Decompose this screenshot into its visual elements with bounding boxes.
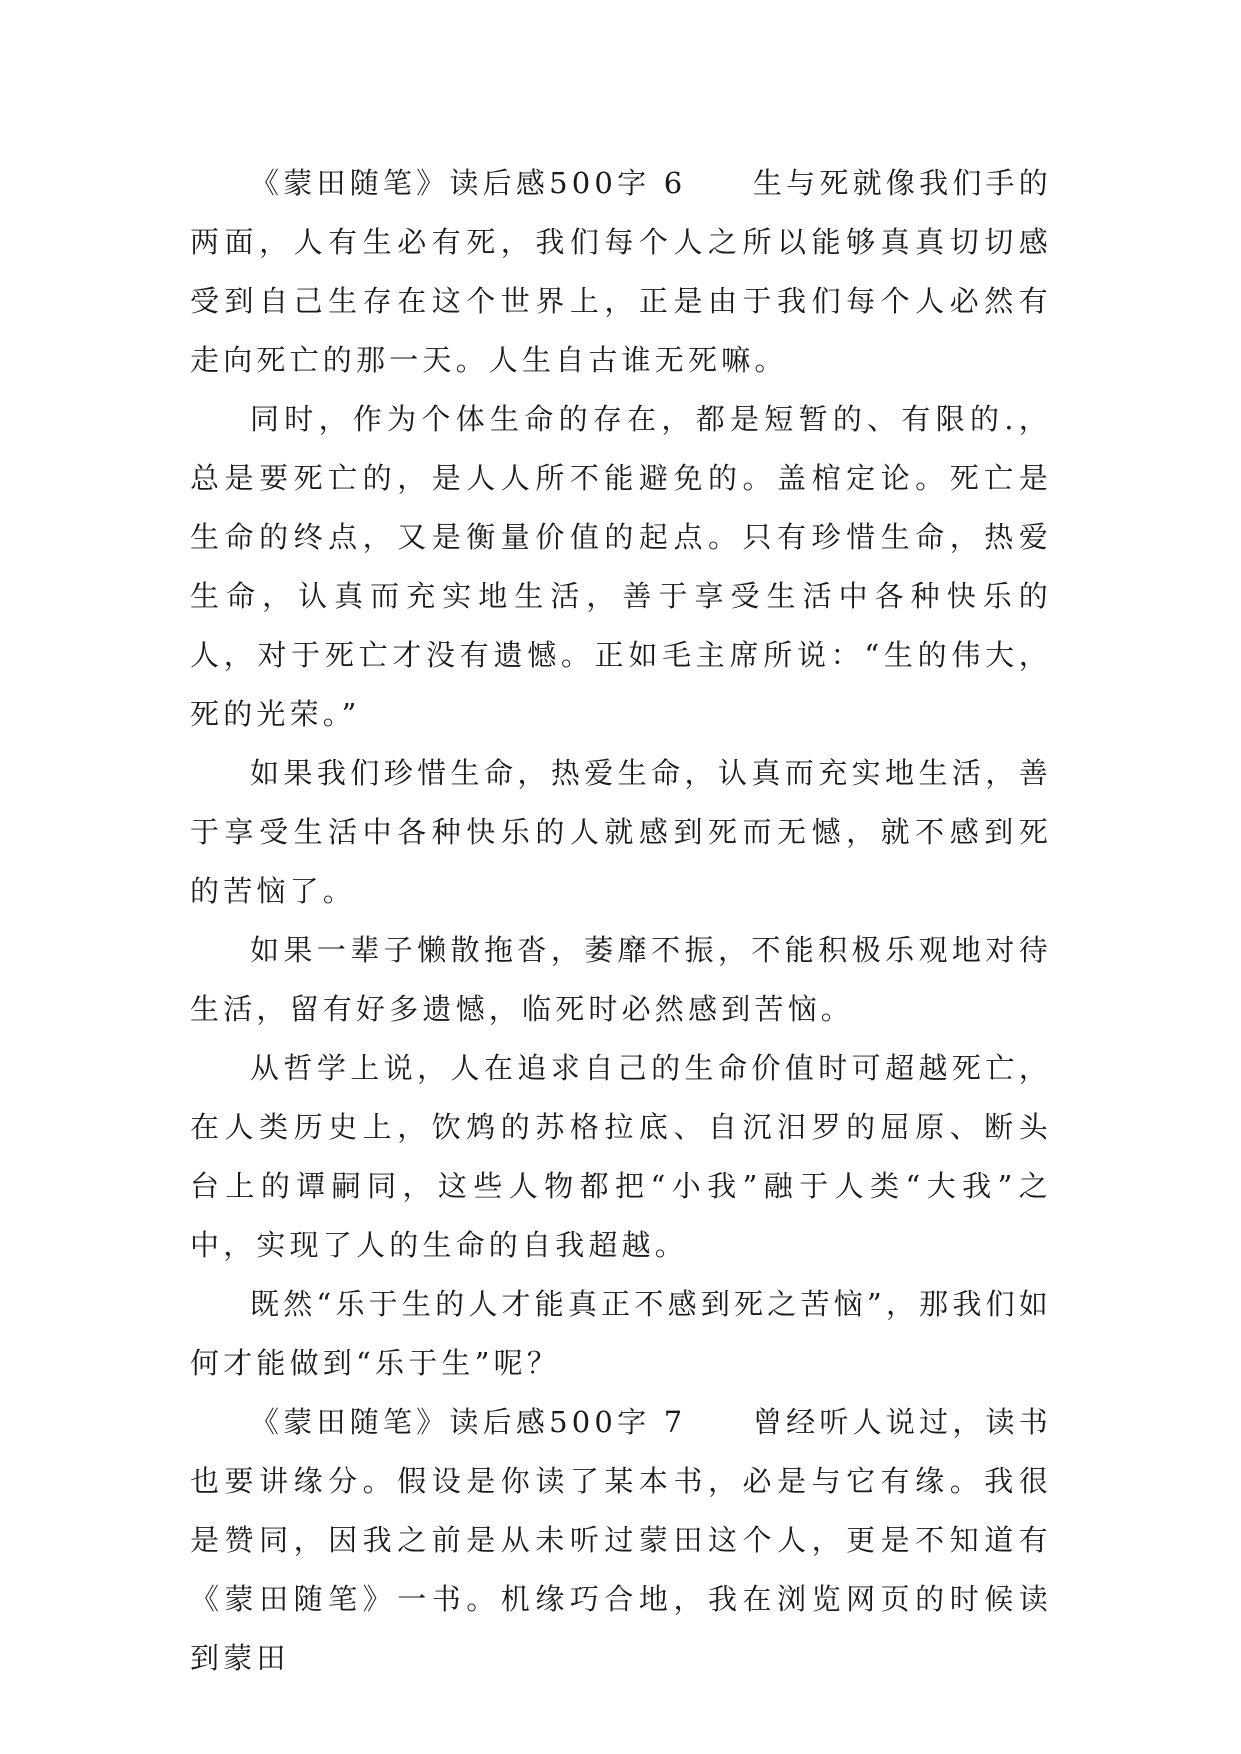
paragraph: 同时，作为个体生命的存在，都是短暂的、有限的.，总是要死亡的，是人人所不能避免的。盖棺定论。死亡是生命的终点，又是衡量价值的起点。只有珍惜生命，热爱生命，认真而充实地生活，善于享受生活中各种快乐的人，对于死亡才没有遗憾。正如毛主席所说：“生的伟大，死的光荣。” [190,402,1052,731]
paragraph: 从哲学上说，人在追求自己的生命价值时可超越死亡，在人类历史上，饮鸩的苏格拉底、自沉汨罗的屈原、断头台上的谭嗣同，这些人物都把“小我”融于人类“大我”之中，实现了人的生命的自我超越。 [190,1051,1052,1262]
document-body [190,154,1052,1688]
paragraph: 《蒙田随笔》读后感500字 7 曾经听人说过，读书也要讲缘分。假设是你读了某本书，必是与它有缘。我很是赞同，因我之前是从未听过蒙田这个人，更是不知道有《蒙田随笔》一书。机缘巧合地，我在浏览网页的时候读到蒙田 [190,1405,1052,1675]
paragraph: 如果一辈子懒散拖沓，萎靡不振，不能积极乐观地对待生活，留有好多遗憾，临死时必然感到苦恼。 [190,933,1052,1026]
paragraph: 既然“乐于生的人才能真正不感到死之苦恼”，那我们如何才能做到“乐于生”呢？ [190,1287,1052,1380]
paragraph: 《蒙田随笔》读后感500字 6 生与死就像我们手的两面，人有生必有死，我们每个人之所以能够真真切切感受到自己生存在这个世界上，正是由于我们每个人必然有走向死亡的那一天。人生自古谁无死嘛。 [190,166,1052,377]
paragraph: 如果我们珍惜生命，热爱生命，认真而充实地生活，善于享受生活中各种快乐的人就感到死而无憾，就不感到死的苦恼了。 [190,756,1052,908]
